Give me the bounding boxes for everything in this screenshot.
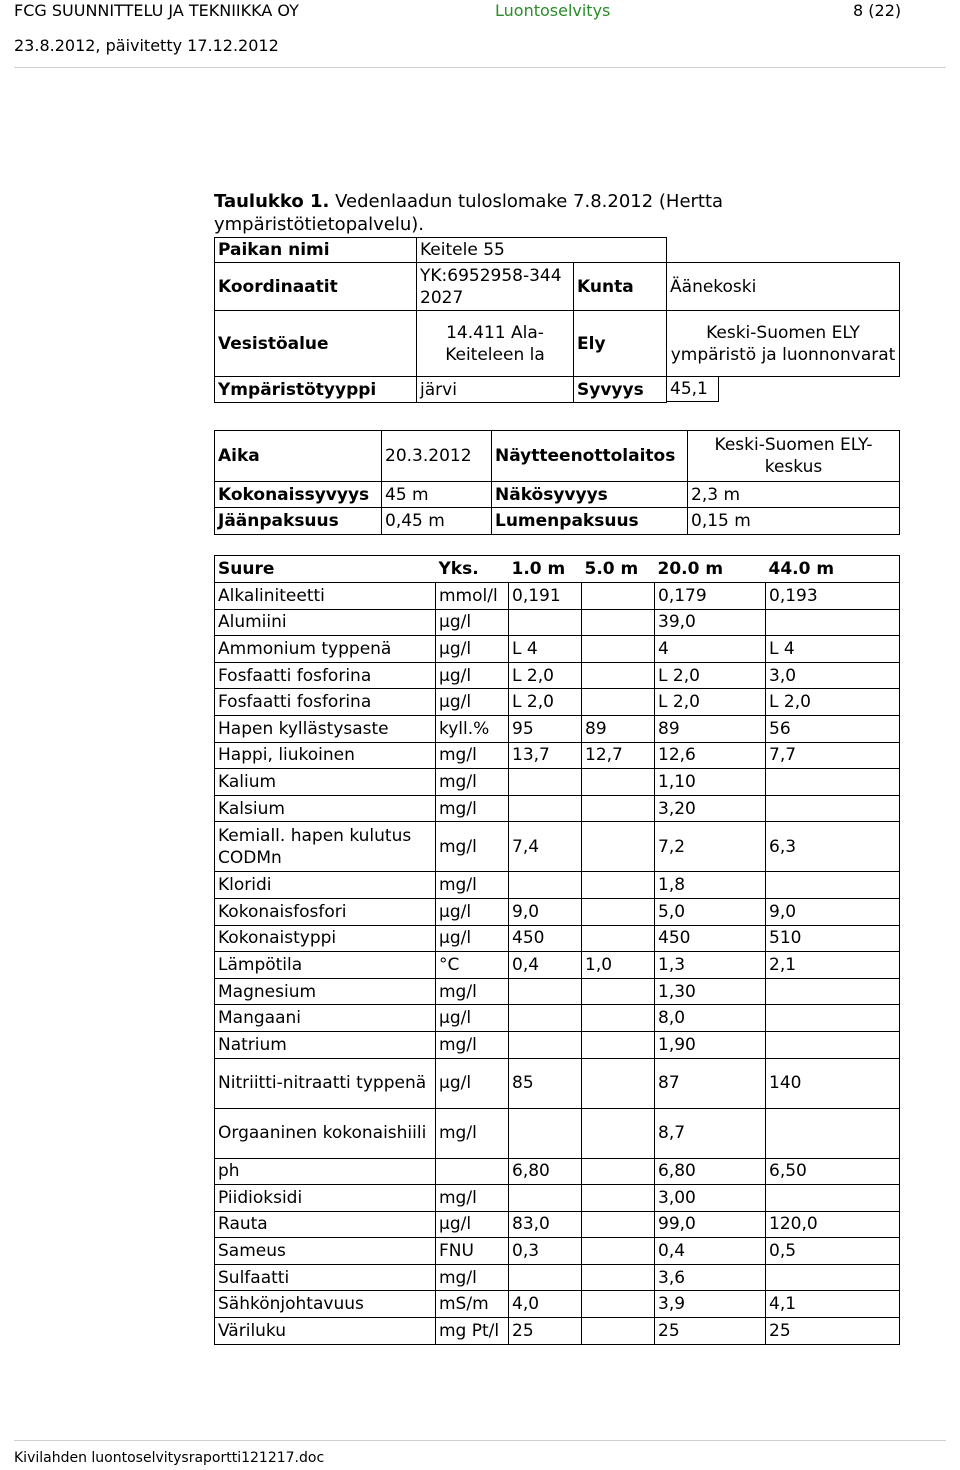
depth-20-cell: 25 bbox=[655, 1318, 766, 1345]
table-row bbox=[215, 898, 900, 925]
depth-1-cell bbox=[509, 1185, 582, 1212]
depth-5-cell bbox=[582, 822, 655, 872]
depth-5-cell bbox=[582, 636, 655, 663]
unit-cell: mg/l bbox=[436, 978, 509, 1005]
header-divider bbox=[14, 67, 946, 68]
depth-5-cell bbox=[582, 1318, 655, 1345]
company-name: FCG SUUNNITTELU JA TEKNIIKKA OY bbox=[14, 1, 299, 20]
table-row bbox=[215, 1005, 900, 1032]
quantity-cell: ph bbox=[215, 1158, 436, 1185]
results-header-row bbox=[215, 556, 900, 583]
depth-1-cell: 85 bbox=[509, 1058, 582, 1108]
depth-1-cell: 83,0 bbox=[509, 1211, 582, 1238]
depth-1-cell: L 2,0 bbox=[509, 662, 582, 689]
depth-20-cell: 3,6 bbox=[655, 1264, 766, 1291]
table-row bbox=[215, 715, 900, 742]
secchi-depth-label: Näkösyvyys bbox=[492, 482, 688, 508]
depth-20-cell: 12,6 bbox=[655, 742, 766, 769]
table-row bbox=[215, 1185, 900, 1212]
depth-1-cell bbox=[509, 1264, 582, 1291]
depth-44-cell: 510 bbox=[766, 925, 900, 952]
total-depth-label: Kokonaissyvyys bbox=[215, 482, 382, 508]
depth-20-cell: 450 bbox=[655, 925, 766, 952]
depth-44-cell: 4,1 bbox=[766, 1291, 900, 1318]
depth-1-cell: L 2,0 bbox=[509, 689, 582, 716]
depth-44-cell bbox=[766, 609, 900, 636]
table-row bbox=[215, 872, 900, 899]
depth-44-cell bbox=[766, 1108, 900, 1158]
unit-cell: µg/l bbox=[436, 662, 509, 689]
depth-20-cell: 99,0 bbox=[655, 1211, 766, 1238]
depth-44-cell: 0,193 bbox=[766, 583, 900, 610]
depth-20-cell: 7,2 bbox=[655, 822, 766, 872]
depth-1-cell: 0,3 bbox=[509, 1238, 582, 1265]
depth-5-cell bbox=[582, 769, 655, 796]
unit-cell: mg/l bbox=[436, 1185, 509, 1212]
snow-thickness-value: 0,15 m bbox=[688, 508, 900, 535]
depth-20-cell: 1,30 bbox=[655, 978, 766, 1005]
unit-cell: mS/m bbox=[436, 1291, 509, 1318]
quantity-cell: Kalsium bbox=[215, 795, 436, 822]
depth-5-cell bbox=[582, 662, 655, 689]
table-row bbox=[215, 1318, 900, 1345]
depth-20-cell: 5,0 bbox=[655, 898, 766, 925]
depth-label: Syvyys bbox=[574, 377, 667, 403]
results-table bbox=[214, 555, 900, 1345]
table-row bbox=[215, 925, 900, 952]
table-row bbox=[215, 769, 900, 796]
site-name-value: Keitele 55 bbox=[417, 238, 667, 263]
depth-5-cell bbox=[582, 1158, 655, 1185]
depth-20-cell: 6,80 bbox=[655, 1158, 766, 1185]
document-date: 23.8.2012, päivitetty 17.12.2012 bbox=[14, 36, 279, 55]
depth-1-cell: 0,4 bbox=[509, 952, 582, 979]
depth-1-cell: 25 bbox=[509, 1318, 582, 1345]
footer-divider bbox=[14, 1440, 946, 1441]
table-row bbox=[215, 583, 900, 610]
table-row bbox=[215, 609, 900, 636]
results-body bbox=[215, 583, 900, 1345]
depth-5-cell bbox=[582, 872, 655, 899]
table-row bbox=[215, 1291, 900, 1318]
quantity-cell: Nitriitti-nitraatti typpenä bbox=[215, 1058, 436, 1108]
depth-20-cell: L 2,0 bbox=[655, 689, 766, 716]
table-row bbox=[215, 689, 900, 716]
footer-filename: Kivilahden luontoselvitysraportti121217.doc bbox=[14, 1450, 325, 1466]
secchi-depth-value: 2,3 m bbox=[688, 482, 900, 508]
quantity-cell: Orgaaninen kokonaishiili bbox=[215, 1108, 436, 1158]
depth-44-cell bbox=[766, 795, 900, 822]
depth-20-cell: 0,4 bbox=[655, 1238, 766, 1265]
ely-label: Ely bbox=[574, 311, 667, 377]
depth-44-cell: 25 bbox=[766, 1318, 900, 1345]
depth-1-cell: 6,80 bbox=[509, 1158, 582, 1185]
depth-5-cell bbox=[582, 1291, 655, 1318]
municipality-value: Äänekoski bbox=[667, 263, 900, 311]
quantity-cell: Rauta bbox=[215, 1211, 436, 1238]
depth-20-cell: 39,0 bbox=[655, 609, 766, 636]
quantity-cell: Ammonium typpenä bbox=[215, 636, 436, 663]
quantity-cell: Kokonaisfosfori bbox=[215, 898, 436, 925]
depth-5-cell bbox=[582, 1185, 655, 1212]
table-row bbox=[215, 1238, 900, 1265]
unit-cell: µg/l bbox=[436, 1058, 509, 1108]
depth-5-cell: 1,0 bbox=[582, 952, 655, 979]
quantity-cell: Kloridi bbox=[215, 872, 436, 899]
depth-44-cell: 120,0 bbox=[766, 1211, 900, 1238]
depth-value-text: 45,1 bbox=[667, 376, 719, 402]
depth-44-cell: L 2,0 bbox=[766, 689, 900, 716]
depth-1-cell: L 4 bbox=[509, 636, 582, 663]
quantity-cell: Sähkönjohtavuus bbox=[215, 1291, 436, 1318]
site-name-label: Paikan nimi bbox=[215, 238, 417, 263]
table-row bbox=[215, 1264, 900, 1291]
depth-5-cell bbox=[582, 583, 655, 610]
depth-5-cell bbox=[582, 1031, 655, 1058]
quantity-cell: Kalium bbox=[215, 769, 436, 796]
depth-5-cell bbox=[582, 978, 655, 1005]
unit-cell: µg/l bbox=[436, 609, 509, 636]
unit-cell: µg/l bbox=[436, 898, 509, 925]
depth-1-cell bbox=[509, 1108, 582, 1158]
depth-44-cell bbox=[766, 1031, 900, 1058]
depth-5-cell: 89 bbox=[582, 715, 655, 742]
total-depth-value: 45 m bbox=[382, 482, 492, 508]
unit-cell: kyll.% bbox=[436, 715, 509, 742]
sampler-label: Näytteenottolaitos bbox=[492, 431, 688, 482]
depth-5-cell bbox=[582, 1058, 655, 1108]
depth-44-cell bbox=[766, 978, 900, 1005]
coordinates-value: YK:6952958-3442027 bbox=[417, 263, 574, 311]
unit-cell bbox=[436, 1158, 509, 1185]
depth-44-cell bbox=[766, 872, 900, 899]
depth-1-cell bbox=[509, 1005, 582, 1032]
quantity-cell: Mangaani bbox=[215, 1005, 436, 1032]
unit-cell: µg/l bbox=[436, 636, 509, 663]
ely-value: Keski-Suomen ELY ympäristö ja luonnonvarat bbox=[667, 311, 900, 377]
unit-cell: mg Pt/l bbox=[436, 1318, 509, 1345]
municipality-label: Kunta bbox=[574, 263, 667, 311]
unit-cell: FNU bbox=[436, 1238, 509, 1265]
time-label: Aika bbox=[215, 431, 382, 482]
unit-cell: mg/l bbox=[436, 822, 509, 872]
depth-44-cell bbox=[766, 1264, 900, 1291]
depth-5-cell bbox=[582, 609, 655, 636]
unit-cell: mg/l bbox=[436, 872, 509, 899]
unit-cell: µg/l bbox=[436, 1005, 509, 1032]
depth-5-cell: 12,7 bbox=[582, 742, 655, 769]
environment-type-value: järvi bbox=[417, 377, 574, 403]
table-row bbox=[215, 978, 900, 1005]
quantity-cell: Väriluku bbox=[215, 1318, 436, 1345]
depth-44-cell bbox=[766, 1005, 900, 1032]
depth-44-cell: L 4 bbox=[766, 636, 900, 663]
quantity-cell: Sameus bbox=[215, 1238, 436, 1265]
depth-1-cell: 7,4 bbox=[509, 822, 582, 872]
unit-cell: mg/l bbox=[436, 1108, 509, 1158]
table-row bbox=[215, 952, 900, 979]
depth-5-cell bbox=[582, 925, 655, 952]
depth-1-cell bbox=[509, 795, 582, 822]
coordinates-label: Koordinaatit bbox=[215, 263, 417, 311]
page-number: 8 (22) bbox=[853, 1, 902, 20]
depth-5-cell bbox=[582, 1264, 655, 1291]
quantity-cell: Kemiall. hapen kulutus CODMn bbox=[215, 822, 436, 872]
depth-20-cell: 8,0 bbox=[655, 1005, 766, 1032]
watershed-value: 14.411 Ala-Keiteleen la bbox=[417, 311, 574, 377]
depth-5-cell bbox=[582, 1005, 655, 1032]
depth-44-cell: 2,1 bbox=[766, 952, 900, 979]
depth-5-cell bbox=[582, 689, 655, 716]
unit-cell: mg/l bbox=[436, 795, 509, 822]
quantity-cell: Lämpötila bbox=[215, 952, 436, 979]
ice-thickness-value: 0,45 m bbox=[382, 508, 492, 535]
table-row bbox=[215, 1058, 900, 1108]
table-row bbox=[215, 1158, 900, 1185]
quantity-cell: Alumiini bbox=[215, 609, 436, 636]
depth-5-cell bbox=[582, 1238, 655, 1265]
depth-20-cell: 1,8 bbox=[655, 872, 766, 899]
table-caption bbox=[214, 191, 723, 212]
depth-1-cell: 0,191 bbox=[509, 583, 582, 610]
sampler-value: Keski-Suomen ELY-keskus bbox=[688, 431, 900, 482]
table-row bbox=[215, 1108, 900, 1158]
depth-20-cell: 3,00 bbox=[655, 1185, 766, 1212]
unit-cell: mg/l bbox=[436, 1031, 509, 1058]
unit-cell: µg/l bbox=[436, 689, 509, 716]
depth-20-cell: 1,10 bbox=[655, 769, 766, 796]
depth-20-cell: 4 bbox=[655, 636, 766, 663]
depth-44-cell: 56 bbox=[766, 715, 900, 742]
quantity-cell: Fosfaatti fosforina bbox=[215, 662, 436, 689]
depth-44-cell: 3,0 bbox=[766, 662, 900, 689]
depth-1-cell: 4,0 bbox=[509, 1291, 582, 1318]
depth-5-cell bbox=[582, 795, 655, 822]
sample-info-table bbox=[214, 430, 900, 535]
depth-44-cell bbox=[766, 769, 900, 796]
table-row bbox=[215, 1031, 900, 1058]
unit-cell: mg/l bbox=[436, 742, 509, 769]
depth-1-cell: 450 bbox=[509, 925, 582, 952]
caption-text: Vedenlaadun tuloslomake 7.8.2012 (Hertta bbox=[329, 191, 724, 212]
depth-value bbox=[667, 377, 900, 403]
unit-cell: °C bbox=[436, 952, 509, 979]
quantity-cell: Kokonaistyppi bbox=[215, 925, 436, 952]
depth-1-cell: 95 bbox=[509, 715, 582, 742]
unit-cell: µg/l bbox=[436, 1211, 509, 1238]
quantity-cell: Natrium bbox=[215, 1031, 436, 1058]
table-row bbox=[215, 1211, 900, 1238]
depth-5-cell bbox=[582, 1108, 655, 1158]
depth-1-cell bbox=[509, 978, 582, 1005]
quantity-cell: Piidioksidi bbox=[215, 1185, 436, 1212]
depth-20-cell: 0,179 bbox=[655, 583, 766, 610]
unit-cell: mg/l bbox=[436, 1264, 509, 1291]
caption-label: Taulukko 1. bbox=[214, 191, 330, 212]
depth-5-cell bbox=[582, 1211, 655, 1238]
environment-type-label: Ympäristötyyppi bbox=[215, 377, 417, 403]
depth-44-cell: 9,0 bbox=[766, 898, 900, 925]
quantity-cell: Fosfaatti fosforina bbox=[215, 689, 436, 716]
depth-1-cell bbox=[509, 1031, 582, 1058]
depth-44-cell: 0,5 bbox=[766, 1238, 900, 1265]
depth-20-cell: 3,20 bbox=[655, 795, 766, 822]
depth-20-cell: 8,7 bbox=[655, 1108, 766, 1158]
depth-1-cell: 9,0 bbox=[509, 898, 582, 925]
depth-1-cell bbox=[509, 872, 582, 899]
header-quantity: Suure bbox=[215, 556, 436, 583]
table-row bbox=[215, 822, 900, 872]
depth-44-cell: 140 bbox=[766, 1058, 900, 1108]
depth-44-cell: 7,7 bbox=[766, 742, 900, 769]
header-depth-1: 1.0 m bbox=[509, 556, 582, 583]
unit-cell: mmol/l bbox=[436, 583, 509, 610]
table-row bbox=[215, 795, 900, 822]
depth-20-cell: 87 bbox=[655, 1058, 766, 1108]
depth-5-cell bbox=[582, 898, 655, 925]
quantity-cell: Magnesium bbox=[215, 978, 436, 1005]
table-row bbox=[215, 636, 900, 663]
quantity-cell: Alkaliniteetti bbox=[215, 583, 436, 610]
depth-1-cell bbox=[509, 769, 582, 796]
time-value: 20.3.2012 bbox=[382, 431, 492, 482]
watershed-label: Vesistöalue bbox=[215, 311, 417, 377]
snow-thickness-label: Lumenpaksuus bbox=[492, 508, 688, 535]
depth-1-cell: 13,7 bbox=[509, 742, 582, 769]
depth-44-cell bbox=[766, 1185, 900, 1212]
caption-text-line2: ympäristötietopalvelu). bbox=[214, 214, 425, 235]
header-depth-44: 44.0 m bbox=[766, 556, 900, 583]
ice-thickness-label: Jäänpaksuus bbox=[215, 508, 382, 535]
depth-20-cell: L 2,0 bbox=[655, 662, 766, 689]
header-depth-5: 5.0 m bbox=[582, 556, 655, 583]
header-depth-20: 20.0 m bbox=[655, 556, 766, 583]
depth-20-cell: 3,9 bbox=[655, 1291, 766, 1318]
depth-20-cell: 89 bbox=[655, 715, 766, 742]
depth-1-cell bbox=[509, 609, 582, 636]
site-info-table bbox=[214, 237, 900, 403]
document-type: Luontoselvitys bbox=[495, 1, 611, 20]
table-row bbox=[215, 742, 900, 769]
depth-20-cell: 1,90 bbox=[655, 1031, 766, 1058]
quantity-cell: Sulfaatti bbox=[215, 1264, 436, 1291]
depth-44-cell: 6,50 bbox=[766, 1158, 900, 1185]
depth-20-cell: 1,3 bbox=[655, 952, 766, 979]
unit-cell: µg/l bbox=[436, 925, 509, 952]
header-unit: Yks. bbox=[436, 556, 509, 583]
unit-cell: mg/l bbox=[436, 769, 509, 796]
table-row bbox=[215, 662, 900, 689]
quantity-cell: Happi, liukoinen bbox=[215, 742, 436, 769]
depth-44-cell: 6,3 bbox=[766, 822, 900, 872]
quantity-cell: Hapen kyllästysaste bbox=[215, 715, 436, 742]
